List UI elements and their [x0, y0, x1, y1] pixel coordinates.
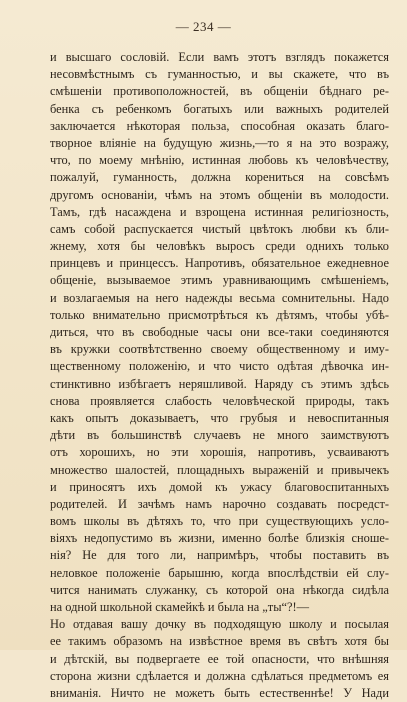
text-line: множество шалостей, площадныхъ выраженій и привычекъ — [50, 462, 389, 477]
page-number: — 234 — — [175, 19, 232, 34]
text-line: родителей. И зачѣмъ намъ нарочно создавать посредст- — [50, 496, 389, 511]
text-line: какъ опытъ доказываетъ, что грубыя и невоспитанныя — [50, 410, 389, 425]
text-line: и возлагаемыя на него надежды весьма сомнительны. Надо — [50, 290, 389, 305]
text-line: чится нанимать служанку, съ которой она нѣкогда сидѣла — [50, 582, 389, 597]
text-line: вниманія. Ничто не можетъ быть естественнѣе! У Нади — [50, 685, 389, 700]
text-line: стинктивно избѣгаетъ неряшливой. Наряду съ этимъ здѣсь — [50, 376, 389, 391]
text-line: бенка съ ребенкомъ богатыхъ или важныхъ родителей — [50, 101, 389, 116]
text-line: только внимательно присмотрѣться къ дѣтямъ, чтобы убѣ- — [50, 307, 389, 322]
text-line: другомъ основаніи, чѣмъ на этомъ общеніи въ молодости. — [50, 187, 389, 202]
text-line: нія? Не для того ли, напримѣръ, чтобы поставить въ — [50, 548, 389, 563]
text-line: и дѣтскій, вы подвергаете ее той опасности, что внѣшняя — [50, 651, 389, 666]
text-line: заключается нѣкоторая польза, способная оказать благо- — [50, 118, 389, 133]
text-line: принцевъ и принцессъ. Напротивъ, обязательное ежедневное — [50, 256, 389, 271]
text-line: вомъ школы въ дѣтяхъ то, что при существующихъ усло- — [50, 514, 389, 529]
text-line: Тамъ, гдѣ насаждена и взрощена истинная религіозность, — [50, 204, 389, 219]
text-line: дѣти въ большинствѣ случаевъ не много заимствуютъ — [50, 428, 389, 443]
text-line: снова проявляется слабость человѣческой природы, такъ — [50, 393, 389, 408]
text-line: и высшаго сословій. Если вамъ этотъ взглядъ покажется — [50, 50, 389, 64]
text-line: ее такимъ образомъ на извѣстное время въ свѣтъ хотя бы — [50, 634, 389, 649]
text-line: и приносятъ ихъ домой къ ужасу благовоспитанныхъ — [50, 479, 389, 494]
text-line: отъ хорошихъ, но эти хорошія, напротивъ, усваиваютъ — [50, 445, 389, 460]
text-line: пожалуй, гуманность, должна корениться на совсѣмъ — [50, 170, 389, 185]
text-line: что, по моему мнѣнію, истинная любовь къ человѣчеству, — [50, 153, 389, 168]
text-line: сторона жизни сдѣлается и должна сдѣлаться предметомъ ея — [50, 668, 389, 683]
text-line: щественному положенію, и что чисто одѣтая дѣвочка ин- — [50, 359, 389, 374]
text-line: смѣшеніи противоположностей, въ общеніи бѣднаго ре- — [50, 84, 389, 99]
text-line: самъ собой распускается чистый цвѣтокъ любви къ бли- — [50, 221, 389, 236]
text-line: въ кружки соотвѣтственно своему общественному и иму- — [50, 342, 389, 357]
body-text — [50, 49, 389, 702]
text-line: жнему, хотя бы человѣкъ выросъ среди однихъ только — [50, 239, 389, 254]
text-line: Но отдавая вашу дочку въ подходящую школу и посылая — [50, 617, 389, 632]
text-line: творное вліяніе на будущую жизнь,—то я на это возражу, — [50, 135, 389, 150]
text-line: на одной школьной скамейкѣ и была на „ты“?!— — [50, 600, 310, 614]
text-line: общеніе, вызываемое этимъ уравнивающимъ смѣшеніемъ, — [50, 273, 389, 288]
text-line: несовмѣстнымъ съ гуманностью, и вы скажете, что въ — [50, 67, 389, 82]
text-line: неловкое положеніе барышню, когда впослѣдствіи ей слу- — [50, 565, 389, 580]
text-line: диться, что въ свободные часы они все-таки соединяются — [50, 325, 389, 339]
text-line: віяхъ недопустимо въ жизни, именно болѣе близкія сноше- — [50, 531, 389, 546]
